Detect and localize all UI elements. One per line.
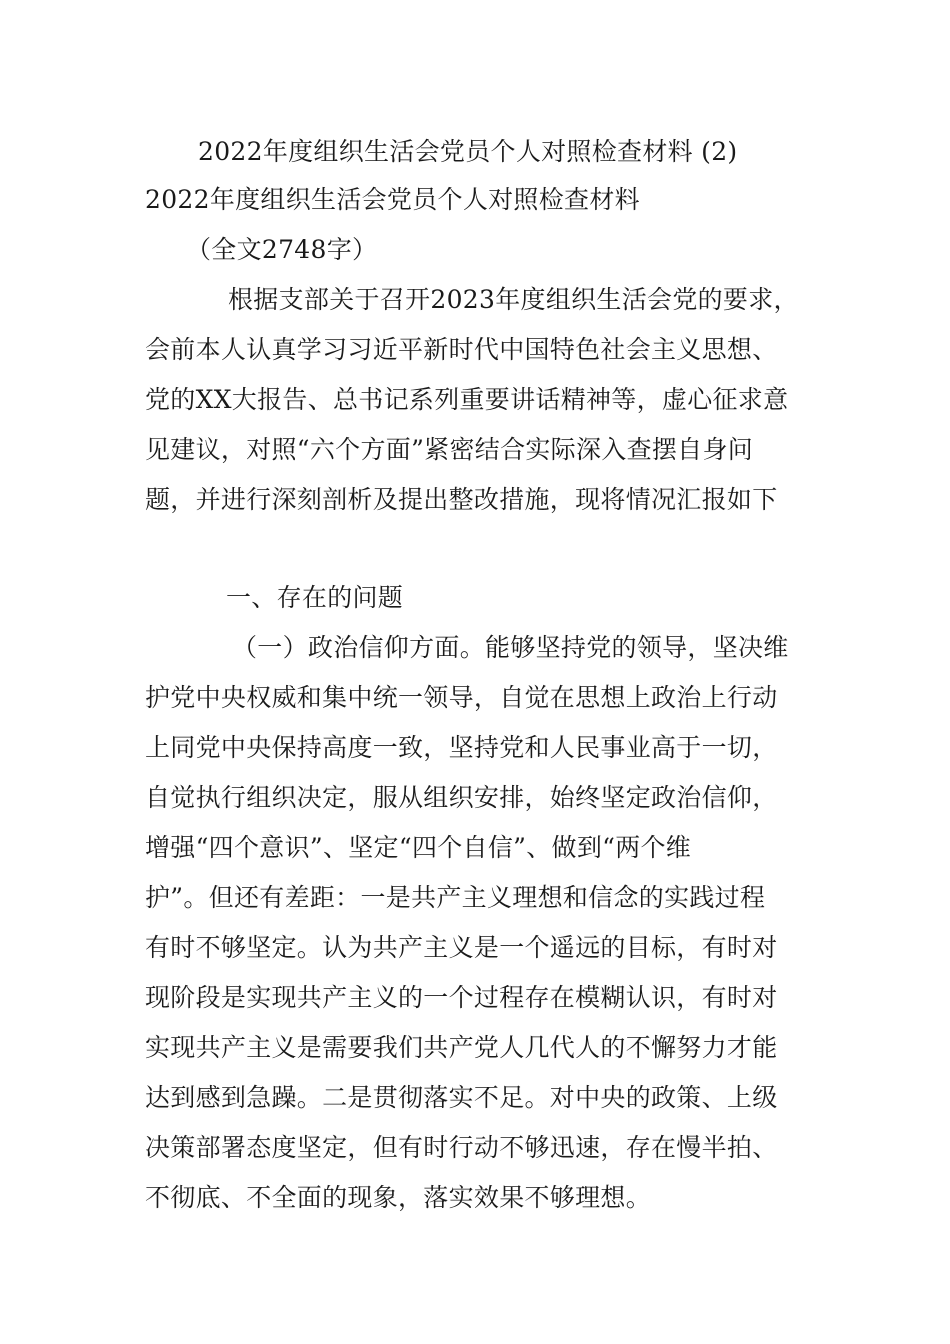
body-line: 上同党中央保持高度一致，坚持党和人民事业高于一切， bbox=[145, 733, 778, 762]
body-line: 决策部署态度坚定，但有时行动不够迅速，存在慢半拍、 bbox=[145, 1133, 778, 1162]
intro-line: 会前本人认真学习习近平新时代中国特色社会主义思想、 bbox=[145, 335, 778, 364]
word-count: （全文2748字） bbox=[186, 235, 378, 264]
body-line: 自觉执行组织决定，服从组织安排，始终坚定政治信仰， bbox=[145, 783, 778, 812]
body-line: 有时不够坚定。认为共产主义是一个遥远的目标，有时对 bbox=[145, 933, 778, 962]
body-line: 护党中央权威和集中统一领导，自觉在思想上政治上行动 bbox=[145, 683, 778, 712]
intro-line: 见建议，对照“六个方面”紧密结合实际深入查摆自身问 bbox=[145, 435, 754, 464]
document-title: 2022年度组织生活会党员个人对照检查材料 (2) bbox=[198, 137, 738, 166]
body-line: 护”。但还有差距：一是共产主义理想和信念的实践过程 bbox=[145, 883, 766, 912]
intro-line: 党的XX大报告、总书记系列重要讲话精神等，虚心征求意 bbox=[145, 385, 789, 414]
intro-line: 题，并进行深刻剖析及提出整改措施，现将情况汇报如下 bbox=[145, 485, 778, 514]
body-line: 达到感到急躁。二是贯彻落实不足。对中央的政策、上级 bbox=[145, 1083, 778, 1112]
body-line: 实现共产主义是需要我们共产党人几代人的不懈努力才能 bbox=[145, 1033, 778, 1062]
intro-line: 根据支部关于召开2023年度组织生活会党的要求， bbox=[228, 285, 799, 314]
body-line: （一）政治信仰方面。能够坚持党的领导，坚决维 bbox=[232, 633, 789, 662]
document-subtitle: 2022年度组织生活会党员个人对照检查材料 bbox=[145, 185, 640, 214]
body-line: 现阶段是实现共产主义的一个过程存在模糊认识，有时对 bbox=[145, 983, 778, 1012]
body-line: 增强“四个意识”、坚定“四个自信”、做到“两个维 bbox=[145, 833, 692, 862]
body-line: 不彻底、不全面的现象，落实效果不够理想。 bbox=[145, 1183, 652, 1212]
section-heading: 一、存在的问题 bbox=[226, 583, 404, 612]
